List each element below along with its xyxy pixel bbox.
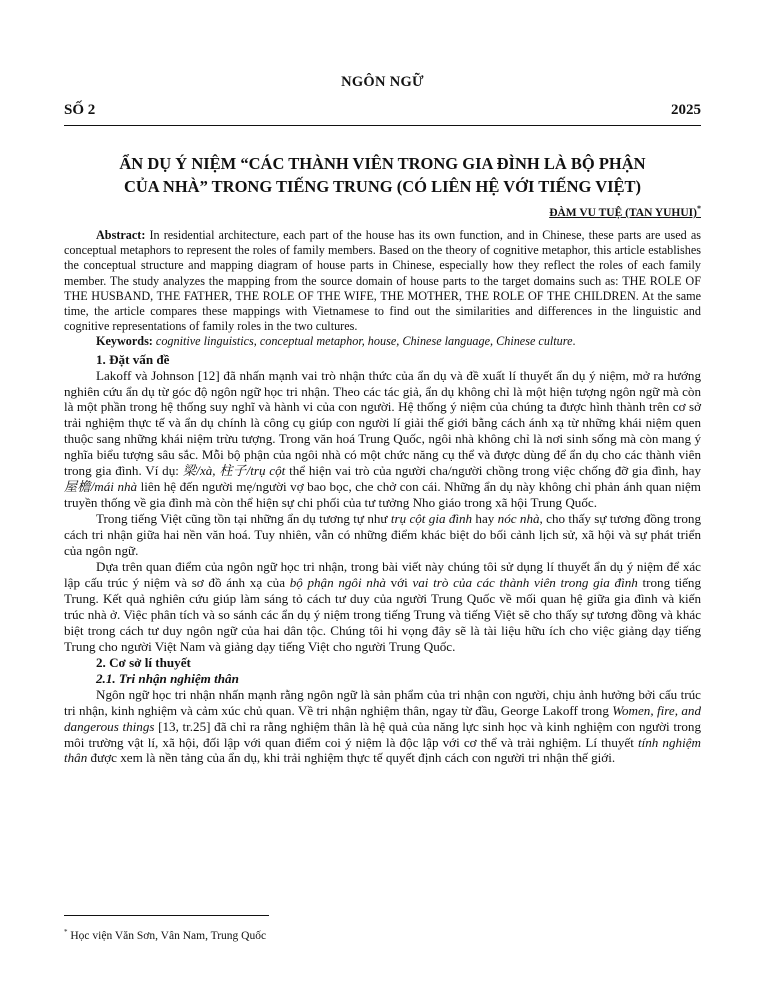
author-footnote-mark: *	[697, 204, 701, 213]
example-term: trụ cột gia đình	[390, 511, 473, 527]
text-run: với	[385, 574, 413, 590]
article-author	[549, 204, 701, 219]
keywords-label: Keywords:	[96, 334, 153, 349]
journal-name: NGÔN NGỮ	[341, 74, 424, 90]
text-run: hay	[472, 511, 498, 527]
example-term: 屋檐/mái nhà	[64, 479, 138, 495]
text-run: Trong tiếng Việt cũng tồn tại những ẩn dụ tương tự như	[96, 511, 391, 527]
keywords-text: cognitive linguistics, conceptual metaphor, house, Chinese language, Chinese culture	[152, 334, 573, 349]
section-1-paragraph-1	[64, 368, 701, 512]
section-2-1-heading: 2.1. Tri nhận nghiệm thân	[96, 670, 239, 686]
title-line-2: CỦA NHÀ” TRONG TIẾNG TRUNG (CÓ LIÊN HỆ VỚI TIẾNG VIỆT)	[123, 177, 642, 196]
example-term: vai trò của các thành viên trong gia đình	[412, 574, 638, 590]
text-run: liên hệ đến người mẹ/người vợ bao bọc, che chở con cái. Những ẩn dụ này không chỉ phản ánh quan niệm truyền thống về gia đình mà còn thể hiện sự chi phối của tư tưởng Nho giáo trong xã hội Trung Quốc.	[64, 479, 701, 511]
keywords-end: .	[572, 334, 576, 349]
issue-number: SỐ 2	[64, 102, 96, 118]
key-term: tính nghiệm thân	[64, 734, 701, 766]
keywords	[64, 334, 701, 349]
issue-year: 2025	[671, 102, 701, 118]
text-run: thể hiện vai trò của người cha/người chồng trong việc chống đỡ gia đình, hay	[285, 463, 701, 479]
abstract	[64, 228, 701, 334]
book-title: Women, fire, and dangerous things	[64, 702, 701, 734]
abstract-label: Abstract:	[96, 228, 146, 242]
title-line-1: ẨN DỤ Ý NIỆM “CÁC THÀNH VIÊN TRONG GIA ĐÌNH LÀ BỘ PHẬN	[119, 154, 646, 173]
text-run: [13, tr.25] đã chỉ ra rằng nghiệm thân là hệ quả của năng lực sinh học và kinh nghiệm con người trong môi trường vật lí, xã hội, đối lập với quan điểm coi ý niệm là độc lập với cơ thể và trải nghiệm. Lí thuyết	[64, 718, 701, 750]
example-term: 梁/xà, 柱子/trụ cột	[182, 463, 286, 479]
example-term: bộ phận ngôi nhà	[289, 574, 386, 590]
text-run: Ngôn ngữ học tri nhận nhấn mạnh rằng ngôn ngữ là sản phẩm của tri nhận con người, chịu ảnh hưởng bởi cấu trúc tri nhận, kinh nghiệm và cảm xúc chủ quan. Về tri nhận nghiệm thân, ngay từ đầu, George Lakoff trong	[64, 686, 701, 718]
footnote	[64, 928, 266, 942]
text-run: , cho thấy sự tương đồng trong cách tri nhận giữa hai nền văn hoá. Tuy nhiên, vẫn có những điểm khác biệt do bối cảnh lịch sử, xã hội và sự phát triển của ngôn ngữ.	[64, 511, 701, 559]
example-term: nóc nhà	[497, 511, 540, 527]
text-run: được xem là nền tảng của ẩn dụ, khi trải nghiệm thực tế quyết định cách con người tri nhận thế giới.	[87, 750, 616, 766]
header-rule	[64, 125, 701, 126]
abstract-text: In residential architecture, each part of the house has its own function, and in Chinese, these parts are used as conceptual metaphors to represent the roles of family members. Based on the theory of cognitive metaphor, this article establishes the conceptual structure and mapping diagram of house parts in Chinese, especially how they reflect the roles of each family member. The study analyzes the mapping from the source domain of house parts to the target domains such as: THE ROLE OF THE HUSBAND, THE FATHER, THE ROLE OF THE WIFE, THE MOTHER, THE ROLE OF THE CHILDREN. At the same time, the article compares these mappings with Vietnamese to find out the similarities and differences in the linguistic and cognitive representations of family roles in the two cultures.	[64, 228, 701, 334]
author-name: ĐÀM VU TUỆ (TAN YUHUI)	[549, 206, 697, 219]
footnote-text: Học viện Văn Sơn, Vân Nam, Trung Quốc	[67, 929, 267, 942]
text-run: Dựa trên quan điểm của ngôn ngữ học tri nhận, trong bài viết này chúng tôi sử dụng lí thuyết ẩn dụ ý niệm để xác lập cấu trúc ý niệm và sơ đồ ánh xạ của	[64, 559, 701, 590]
section-1-paragraph-3	[64, 559, 701, 655]
text-run: Lakoff và Johnson [12] đã nhấn mạnh vai trò nhận thức của ẩn dụ và đề xuất lí thuyết ẩn dụ ý niệm, mở ra hướng nghiên cứu ẩn dụ từ góc độ ngôn ngữ học tri nhận. Theo các tác giả, ẩn dụ không chỉ là một hiện tượng ngôn ngữ mà còn là một phần trong hệ thống suy nghĩ và hành vi của con người. Hệ thống ý niệm của chúng ta được hình thành trên cơ sở trải nghiệm thực tế và ẩn dụ chính là công cụ giúp con người lí giải thế giới bằng cách ánh xạ từ những khái niệm quen thuộc sang những khái niệm trừu tượng. Trong văn hoá Trung Quốc, ngôi nhà không chỉ là nơi sinh sống mà còn mang ý nghĩa biểu tượng sâu sắc. Mỗi bộ phận của ngôi nhà có một chức năng cụ thể và được dùng để ẩn dụ cho các thành viên trong gia đình. Ví dụ:	[64, 367, 701, 479]
section-2-1-paragraph-1	[64, 687, 701, 767]
section-2-heading: 2. Cơ sở lí thuyết	[96, 654, 191, 670]
article-title	[64, 152, 701, 198]
section-1-paragraph-2	[64, 511, 701, 559]
text-run: trong tiếng Trung. Kết quả nghiên cứu giúp làm sáng tỏ cách tư duy của người Trung Quốc về mối quan hệ giữa gia đình và kiến trúc nhà ở. Việc phân tích và so sánh các ẩn dụ ý niệm trong tiếng Trung và tiếng Việt sẽ cho thấy sự tương đồng và khác biệt trong cách tư duy ngôn ngữ của hai dân tộc. Chúng tôi hi vọng đây sẽ là tài liệu hữu ích cho việc giảng dạy tiếng Trung cho người Việt Nam và giảng dạy tiếng Việt cho người Trung Quốc.	[64, 574, 702, 654]
footnote-rule	[64, 915, 269, 916]
section-1-heading: 1. Đặt vấn đề	[96, 351, 170, 367]
article-body	[64, 228, 701, 766]
footnote-mark: *	[64, 928, 68, 936]
